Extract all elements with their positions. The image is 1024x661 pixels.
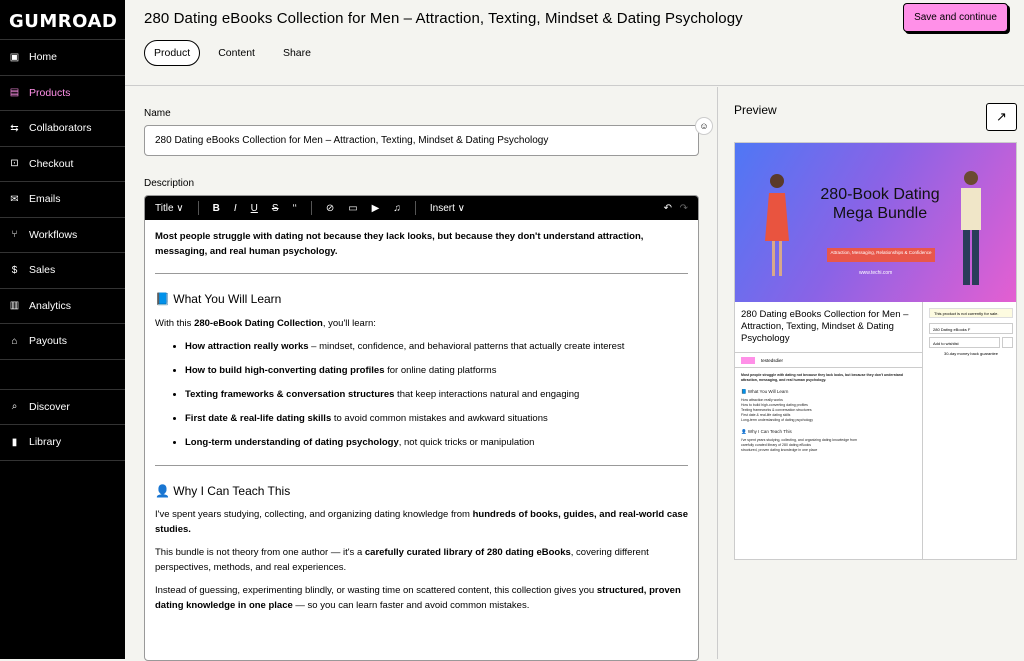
preview-title: Preview xyxy=(734,103,777,117)
banner-tagline: Attraction, Messaging, Relationships & Confidence xyxy=(827,248,935,262)
sidebar-item-label: Workflows xyxy=(29,228,78,241)
preview-description: Most people struggle with dating not because they lack looks, but because they don't understand attraction, messaging, and real human psychology. 📘 What You Will Learn How attraction really works How to build high-converting dating profiles Texting frameworks & conversation structures First date & real-life dating skills Long-term understanding of dating psychology 👤 Why I Can Teach This I've spent years studying, collecting, and organizing dating knowledge from carefully curated library of 280 dating eBooks structured, proven dating knowledge in one place xyxy=(741,373,904,452)
emoji-icon[interactable]: ☺ xyxy=(695,117,713,135)
link-icon[interactable]: ⊘ xyxy=(325,202,335,214)
strikethrough-icon[interactable]: S xyxy=(271,202,279,214)
quote-icon[interactable]: ‘‘ xyxy=(292,202,297,214)
home-icon: ▣ xyxy=(9,51,20,63)
list-item: • Long-term understanding of dating psychology, not quick tricks or manipulation xyxy=(185,436,688,451)
sidebar-item-label: Analytics xyxy=(29,299,72,312)
bold-icon[interactable]: B xyxy=(212,202,220,214)
tab-share[interactable]: Share xyxy=(282,47,311,59)
sidebar-item-home[interactable] xyxy=(0,40,125,76)
cart-icon: ⊡ xyxy=(10,158,19,170)
preview-option-field: 280 Dating eBooks F xyxy=(929,323,1013,334)
add-to-wishlist-button: Add to wishlist xyxy=(929,337,1000,348)
price-tag xyxy=(741,357,755,364)
woman-illustration xyxy=(763,171,791,281)
banner-url: www.techi.com xyxy=(859,270,893,276)
learn-list xyxy=(155,340,688,451)
sidebar-item-label: Products xyxy=(29,86,71,99)
sidebar-item-emails[interactable] xyxy=(0,182,125,218)
man-illustration xyxy=(953,168,989,288)
preview-seller: testedsdier xyxy=(735,353,922,368)
sidebar-item-label: Checkout xyxy=(29,157,74,170)
section-intro: With this 280-eBook Dating Collection, you'll learn: xyxy=(155,317,376,329)
bank-icon: ⌂ xyxy=(11,335,18,347)
title-dropdown[interactable]: Title ∨ xyxy=(155,202,184,214)
sidebar-item-analytics[interactable] xyxy=(0,289,125,325)
preview-panel xyxy=(719,87,1024,659)
tab-bar xyxy=(144,40,321,66)
not-for-sale-note: This product is not currently for sale. xyxy=(929,308,1013,318)
sidebar-item-label: Emails xyxy=(29,193,61,206)
underline-icon[interactable]: U xyxy=(250,202,258,214)
description-editor[interactable] xyxy=(144,195,699,661)
products-icon: ▤ xyxy=(9,87,20,99)
divider xyxy=(155,465,688,466)
mail-icon: ✉ xyxy=(10,193,19,205)
sidebar-item-products[interactable] xyxy=(0,76,125,112)
preview-purchase-box xyxy=(925,303,1017,356)
tab-content[interactable]: Content xyxy=(218,47,255,59)
description-label: Description xyxy=(144,178,195,189)
list-item: • How to build high-converting dating profiles for online dating platforms xyxy=(185,364,688,379)
italic-icon[interactable]: I xyxy=(233,202,237,214)
gumroad-logo[interactable]: GUMROAD xyxy=(0,0,125,40)
sales-icon: $ xyxy=(11,264,18,276)
music-icon[interactable]: ♫ xyxy=(393,202,401,214)
bookmark-icon: ▮ xyxy=(11,436,18,448)
tab-product[interactable]: Product xyxy=(144,40,200,66)
sidebar-item-sales[interactable] xyxy=(0,253,125,289)
page-header xyxy=(125,0,1024,86)
sidebar-item-checkout[interactable] xyxy=(0,147,125,183)
divider xyxy=(155,273,688,274)
redo-icon[interactable]: ↷ xyxy=(679,202,688,214)
product-form xyxy=(125,87,718,659)
video-icon[interactable]: ▶ xyxy=(371,202,380,214)
guarantee-text: 30-day money back guarantee xyxy=(943,351,999,356)
sidebar-item-collaborators[interactable] xyxy=(0,111,125,147)
open-preview-icon[interactable]: ↗ xyxy=(986,103,1017,131)
image-icon[interactable]: ▭ xyxy=(348,202,358,214)
preview-details xyxy=(735,302,923,560)
paragraph: I've spent years studying, collecting, and organizing dating knowledge from hundreds of books, guides, and real-world case studies. xyxy=(155,509,688,535)
paragraph: Instead of guessing, experimenting blindly, or wasting time on scattered content, this collection gives you structured, proven dating knowledge in one place — so you can learn faster and avoid common mistakes. xyxy=(155,585,681,611)
sidebar-item-workflows[interactable] xyxy=(0,218,125,254)
sidebar-item-library[interactable] xyxy=(0,425,125,461)
sidebar-item-label: Collaborators xyxy=(29,122,92,135)
section-heading: 📘 What You Will Learn xyxy=(155,292,282,306)
collaborators-icon: ⇆ xyxy=(10,122,19,134)
save-and-continue-button[interactable]: Save and continue xyxy=(903,3,1008,32)
section-heading: 👤 Why I Can Teach This xyxy=(155,483,291,498)
sidebar-item-label: Sales xyxy=(29,264,56,277)
sidebar-item-label: Library xyxy=(29,436,62,449)
preview-card xyxy=(734,142,1017,560)
editor-toolbar xyxy=(145,196,698,220)
page-title: 280 Dating eBooks Collection for Men – Attraction, Texting, Mindset & Dating Psychology xyxy=(144,10,743,27)
share-icon xyxy=(1002,337,1013,348)
intro-text: Most people struggle with dating not because they lack looks, but because they don't understand attraction, messaging, and real human psychology. xyxy=(155,231,644,257)
sidebar-item-label: Home xyxy=(29,51,58,64)
search-icon: ⌕ xyxy=(11,401,18,413)
analytics-icon: ▥ xyxy=(9,300,20,312)
preview-product-title: 280 Dating eBooks Collection for Men – Attraction, Texting, Mindset & Dating Psychology xyxy=(735,302,922,353)
name-label: Name xyxy=(144,108,171,119)
sidebar-item-payouts[interactable] xyxy=(0,324,125,360)
list-item: • Texting frameworks & conversation structures that keep interactions natural and engaging xyxy=(185,388,688,403)
sidebar-item-label: Payouts xyxy=(29,335,67,348)
undo-icon[interactable]: ↶ xyxy=(663,202,672,214)
list-item: • First date & real-life dating skills to avoid common mistakes and awkward situations xyxy=(185,412,688,427)
name-input[interactable]: 280 Dating eBooks Collection for Men – Attraction, Texting, Mindset & Dating Psychology xyxy=(144,125,699,156)
product-cover-image xyxy=(735,143,1016,302)
sidebar-item-label: Discover xyxy=(29,400,70,413)
paragraph: This bundle is not theory from one author — it's a carefully curated library of 280 dating eBooks, covering different perspectives, methods, and real experiences. xyxy=(155,547,649,573)
list-item: • How attraction really works – mindset, confidence, and behavioral patterns that actually create interest xyxy=(185,340,688,355)
insert-dropdown[interactable]: Insert ∨ xyxy=(429,202,465,214)
workflow-icon: ⑂ xyxy=(11,229,18,241)
banner-title: 280-Book Dating Mega Bundle xyxy=(820,186,940,222)
sidebar-item-discover[interactable] xyxy=(0,390,125,426)
sidebar xyxy=(0,0,125,659)
editor-content[interactable] xyxy=(145,220,698,632)
